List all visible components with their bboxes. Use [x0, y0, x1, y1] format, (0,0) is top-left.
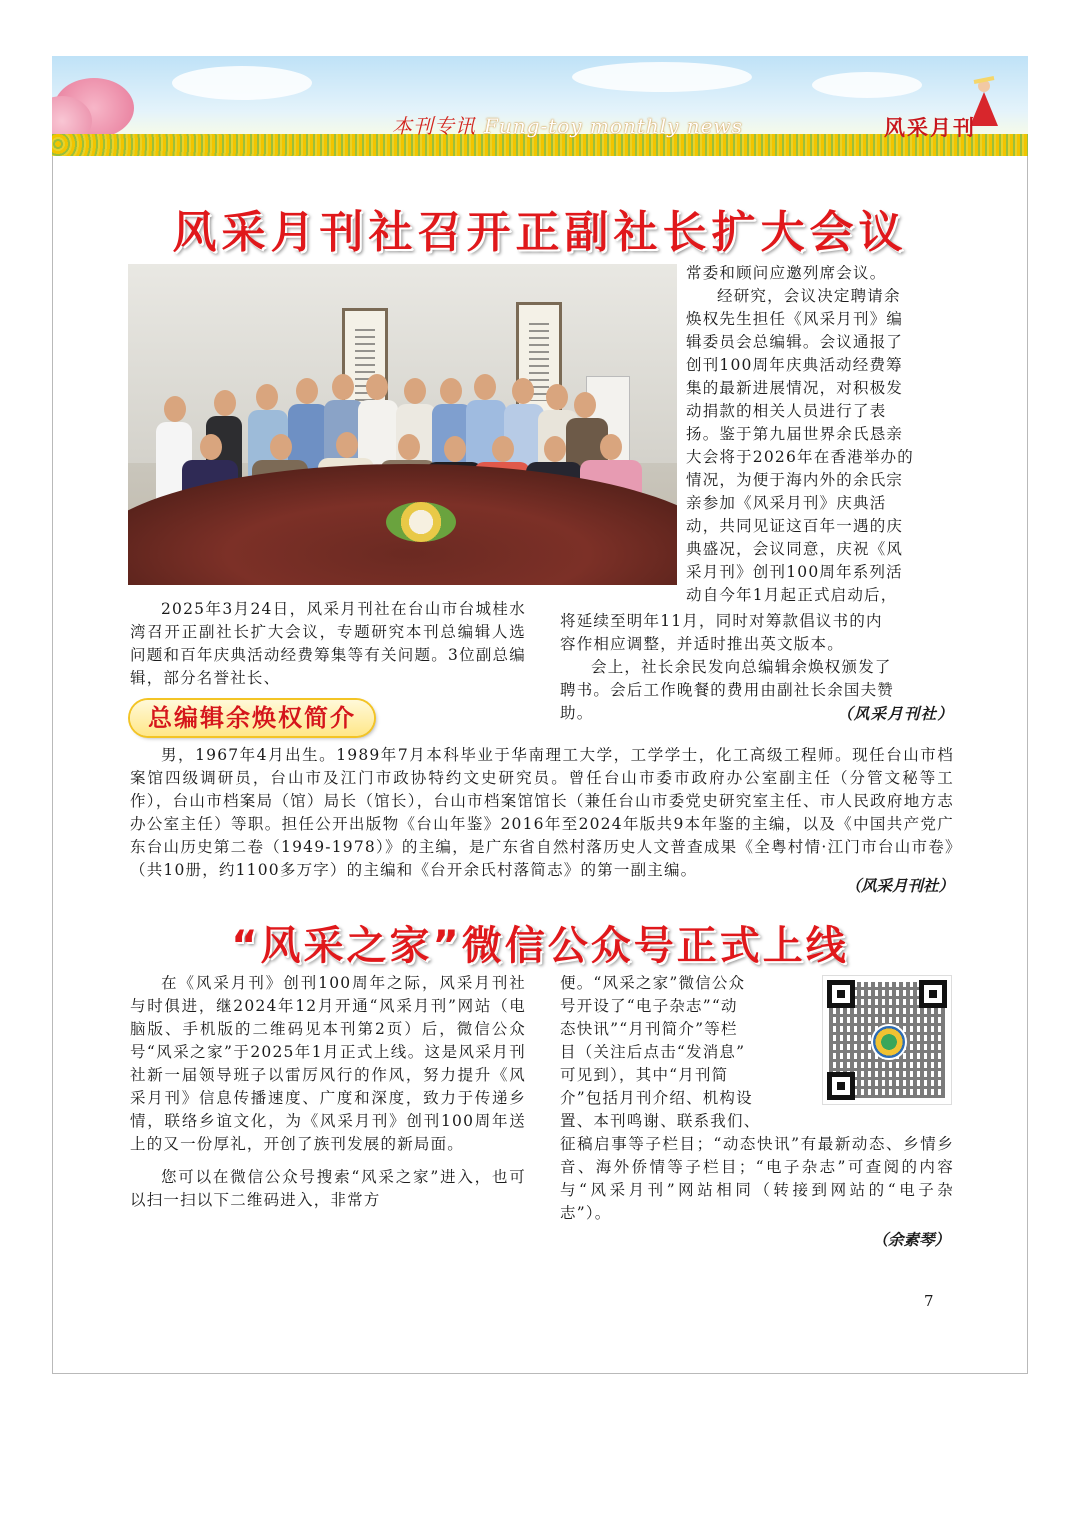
- cloud-decoration: [812, 72, 922, 98]
- qr-finder: [827, 1072, 855, 1100]
- text-line: 会上，社长余民发向总编辑余焕权颁发了: [591, 658, 892, 676]
- person-head: [366, 374, 388, 400]
- text-line: 聘书。会后工作晚餐的费用由副社长余国夫赞: [560, 681, 895, 699]
- paragraph: 征稿启事等子栏目；“动态快讯”有最新动态、乡情乡音、海外侨情等子栏目；“电子杂志”可查阅的内容与“风采月刊”网站相同（转接到网站的“电子杂志”）。: [560, 1135, 954, 1222]
- text-line: 焕权先生担任《风采月刊》编: [686, 310, 904, 328]
- person-head: [474, 374, 496, 400]
- person-head: [544, 436, 566, 462]
- text-line: 将延续至明年11月，同时对筹款倡议书的内: [560, 612, 883, 630]
- text-line: 情况，为便于海内外的余氏宗: [686, 471, 904, 489]
- profile-text: 男，1967年4月出生。1989年7月本科毕业于华南理工大学，工学学士，化工高级工程师。现任台山市档案馆四级调研员，台山市及江门市政协特约文史研究员。曾任台山市委市政府办公室副主任（分管文秘等工作），台山市档案局（馆）局长（馆长），台山市档案馆馆长（兼任台山市委党史研究室主任、市人民政府地方志办公室主任）等职。担任公开出版物《台山年鉴》2016年至2024年版共9本年鉴的主编，以及《中国共产党广东台山历史第二卷（1949-1978）》的主编，是广东省自然村落历史人文普查成果《全粤村情·江门市台山市卷》（共10册，约1100多万字）的主编和《台开余氏村落简志》的第一副主编。: [130, 746, 954, 879]
- text-line: 创刊100周年庆典活动经费筹: [686, 356, 903, 374]
- text-line: 大会将于2026年在香港举办的: [686, 448, 914, 466]
- section-label-cn: 本刊专讯: [392, 114, 476, 138]
- text-line: 动自今年1月起正式启动后，: [686, 586, 898, 604]
- person-head: [546, 384, 568, 410]
- text-line: 号开设了“电子杂志”“动: [560, 997, 738, 1015]
- text-line: 扬。鉴于第九届世界余氏恳亲: [686, 425, 904, 443]
- section-label-en: Fung-toy monthly news: [484, 114, 743, 138]
- paragraph: 您可以在微信公众号搜索“风采之家”进入，也可以扫一扫以下二维码进入，非常方: [130, 1168, 526, 1209]
- person-head: [200, 434, 222, 460]
- text-line: 经研究，会议决定聘请余: [717, 287, 901, 305]
- meeting-photo: [128, 264, 677, 585]
- person-head: [332, 374, 354, 400]
- text-line: 动捐款的相关人员进行了表: [686, 402, 887, 420]
- person-head: [336, 432, 358, 458]
- person-head: [270, 434, 292, 460]
- article2-attribution: （风采月刊社）: [845, 876, 954, 895]
- text-line: 态快讯”“月刊简介”等栏: [560, 1020, 738, 1038]
- section-label: [392, 110, 743, 139]
- text-line: [560, 702, 954, 725]
- article1-right-column: [686, 262, 954, 607]
- profile-subheading: 总编辑余焕权简介: [130, 700, 374, 736]
- header-banner: [52, 56, 1028, 156]
- article3-attribution: （余素琴）: [872, 1230, 950, 1249]
- flower-centerpiece: [386, 502, 456, 542]
- text-line: 集的最新进展情况，对积极发: [686, 379, 904, 397]
- text-line: 动，共同见证这百年一遇的庆: [686, 517, 904, 535]
- cloud-decoration: [572, 62, 752, 92]
- person-head: [600, 434, 622, 460]
- qr-finder: [827, 980, 855, 1008]
- person-head: [440, 378, 462, 404]
- text-line: 置、本刊鸣谢、联系我们、: [560, 1112, 761, 1130]
- text-line: 容作相应调整，并适时推出英文版本。: [560, 635, 844, 653]
- text-line: 便。“风采之家”微信公众: [560, 974, 746, 992]
- person-head: [404, 378, 426, 404]
- text-line: 目（关注后点击“发消息”: [560, 1043, 746, 1061]
- article1-left-paragraph: 2025年3月24日，风采月刊社在台山市台城桂水湾召开正副社长扩大会议，专题研究本刊总编辑人选问题和百年庆典活动经费筹集等有关问题。3位副总编辑，部分名誉社长、: [130, 600, 526, 687]
- text-line: 采月刊》创刊100周年系列活: [686, 563, 903, 581]
- cloud-decoration: [172, 66, 312, 100]
- person-head: [574, 392, 596, 418]
- text-line: 常委和顾问应邀列席会议。: [686, 264, 887, 282]
- page-number: 7: [924, 1292, 934, 1310]
- text-line-end: 助。: [560, 704, 594, 722]
- person-head: [214, 390, 236, 416]
- article3-right-narrow: [560, 972, 812, 1133]
- article-headline: 风采月刊社召开正副社长扩大会议: [172, 207, 908, 258]
- text-line: 辑委员会总编辑。会议通报了: [686, 333, 904, 351]
- person-head: [296, 378, 318, 404]
- article3-right-wide: [560, 1133, 954, 1225]
- profile-body: [130, 744, 954, 882]
- paragraph: 在《风采月刊》创刊100周年之际，风采月刊社与时俱进，继2024年12月开通“风采月刊”网站（电脑版、手机版的二维码见本刊第2页）后，微信公众号“风采之家”于2025年1月正式上线。这是风采月刊社新一届领导班子以雷厉风行的作风，努力提升《风采月刊》信息传播速度、广度和深度，致力于传递乡情，联络乡谊文化，为《风采月刊》创刊100周年送上的又一份厚礼，开创了族刊发展的新局面。: [130, 974, 526, 1153]
- text-line: 介”包括月刊介绍、机构设: [560, 1089, 753, 1107]
- person-head: [164, 396, 186, 422]
- wechat-headline: “风采之家”微信公众号正式上线: [231, 923, 849, 969]
- person-head: [492, 436, 514, 462]
- brand-name: 风采月刊: [884, 115, 976, 140]
- text-line: 典盛况，会议同意，庆祝《风: [686, 540, 904, 558]
- person-head: [256, 384, 278, 410]
- article1-lower-column: [560, 610, 954, 725]
- person-head: [398, 434, 420, 460]
- article3-left-column: [130, 972, 526, 1212]
- qr-logo-icon: [871, 1024, 907, 1060]
- article1-attribution: （风采月刊社）: [837, 704, 954, 723]
- person-head: [512, 378, 534, 404]
- text-line: 亲参加《风采月刊》庆典活: [686, 494, 887, 512]
- text-line: 可见到），其中“月刊简: [560, 1066, 729, 1084]
- qr-finder: [919, 980, 947, 1008]
- wechat-qr-code[interactable]: [822, 975, 952, 1105]
- person-head: [444, 436, 466, 462]
